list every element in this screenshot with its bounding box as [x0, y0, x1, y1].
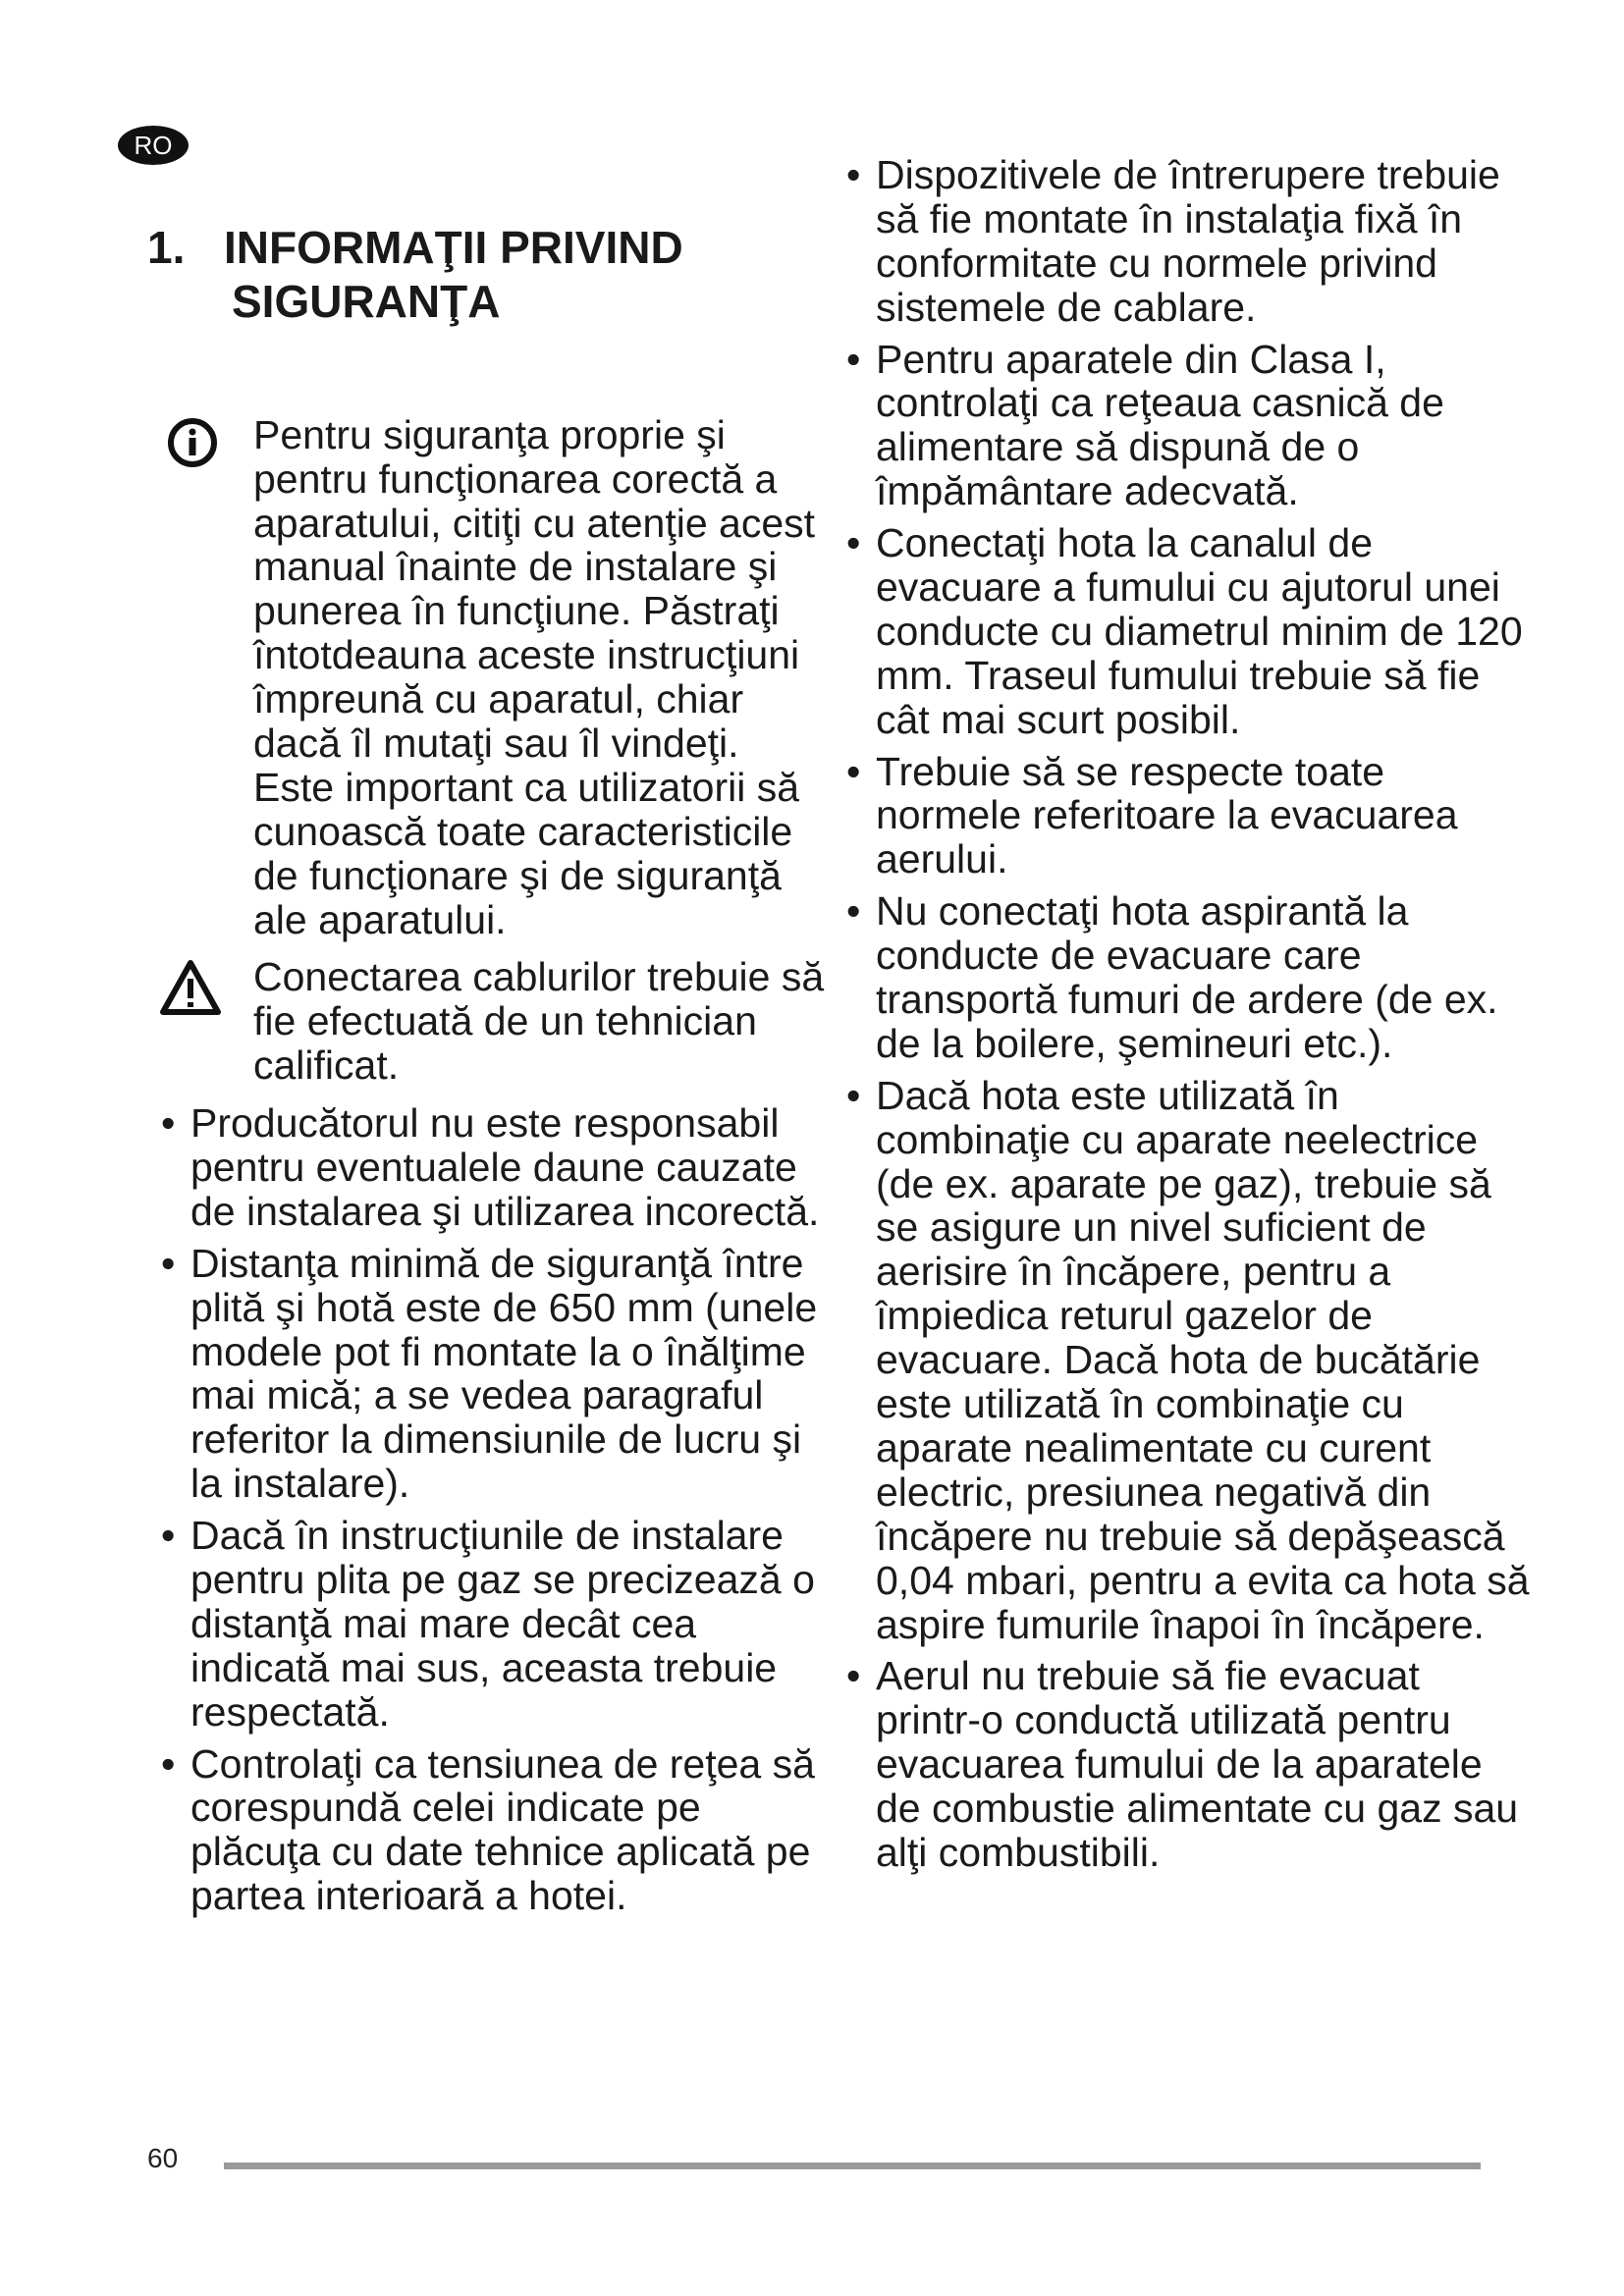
bullet-item: • Dispozitivele de întrerupere trebuie să fie montate în instalaţia fixă în conformitate cu normele privind sistemele de cablare.: [846, 152, 1500, 330]
bullet-item: • Conectaţi hota la canalul de evacuare a fumului cu ajutorul unei conducte cu diametrul minim de 120 mm. Traseul fumului trebuie să fie cât mai scurt posibil.: [846, 520, 1523, 742]
bullet-item: • Producătorul nu este responsabil pentru eventualele daune cauzate de instalarea şi utilizarea incorectă.: [161, 1100, 820, 1234]
warning-note: [147, 955, 825, 1088]
info-circle-icon: [167, 417, 218, 477]
warning-note-text: Conectarea cablurilor trebuie să fie efectuată de un tehnician calificat.: [253, 954, 825, 1089]
bullet-item: • Aerul nu trebuie să fie evacuat printr-o conductă utilizată pentru evacuarea fumului de la aparatele de combustie alimentate cu gaz sau alţi combustibili.: [846, 1653, 1519, 1875]
page-number: 60: [147, 2143, 179, 2173]
bullet-item: • Distanţa minimă de siguranţă între plită şi hotă este de 650 mm (unele modele pot fi montate la o înălţime mai mică; a se vedea paragraful referitor la dimensiunile de lucru şi la instalare).: [161, 1240, 818, 1507]
bullet-item: • Controlaţi ca tensiunea de reţea să corespundă celei indicate pe plăcuţa cu date tehnice aplicată pe partea interioară a hotei.: [161, 1740, 815, 1919]
warning-triangle-icon: [167, 959, 222, 1025]
info-note: [147, 413, 825, 942]
bullet-item: • Dacă hota este utilizată în combinaţie cu aparate neelectrice (de ex. aparate pe gaz), trebuie să se asigure un nivel suficient de aerisire în încăpere, pentru a împiedica returul gazelor de evacuare. Dacă hota de bucătărie este utilizată în combinaţie cu aparate nealimentate cu curent electric, presiunea negativă din încăpere nu trebuie să depăşească 0,04 mbari, pentru a evita ca hota să aspire fumurile înapoi în încăpere.: [846, 1072, 1530, 1647]
footer-divider: [224, 2163, 1481, 2169]
left-column: [147, 167, 825, 1926]
bullet-item: • Pentru aparatele din Clasa I, controlaţi ca reţeaua casnică de alimentare să dispună de o împământare adecvată.: [846, 336, 1444, 514]
language-badge: RO: [118, 126, 189, 165]
section-title-line2: SIGURANŢA: [232, 276, 501, 328]
bullet-item: • Dacă în instrucţiunile de instalare pentru plita pe gaz se precizează o distanţă mai mare decât cea indicată mai sus, aceasta trebuie respectată.: [161, 1513, 815, 1735]
right-column: [833, 153, 1530, 1883]
section-title-line1: INFORMAŢII PRIVIND: [224, 222, 683, 274]
info-note-text: Pentru siguranţa proprie şi pentru funcţionarea corectă a aparatului, citiţi cu atenţie acest manual înainte de instalare şi punerea în funcţiune. Păstraţi întotdeauna aceste instrucţiuni împreună cu aparatul, chiar dacă îl mutaţi sau îl vindeţi. Este important ca utilizatorii să cunoască toate caracteristicile de funcţionare şi de siguranţă ale aparatului.: [253, 411, 816, 942]
section-number: 1.: [147, 222, 186, 274]
bullet-item: • Nu conectaţi hota aspirantă la conducte de evacuare care transportă fumuri de ardere (de ex. de la boilere, şemineuri etc.).: [846, 888, 1498, 1066]
section-heading: [147, 167, 825, 384]
bullet-item: • Trebuie să se respecte toate normele referitoare la evacuarea aerului.: [846, 748, 1458, 882]
